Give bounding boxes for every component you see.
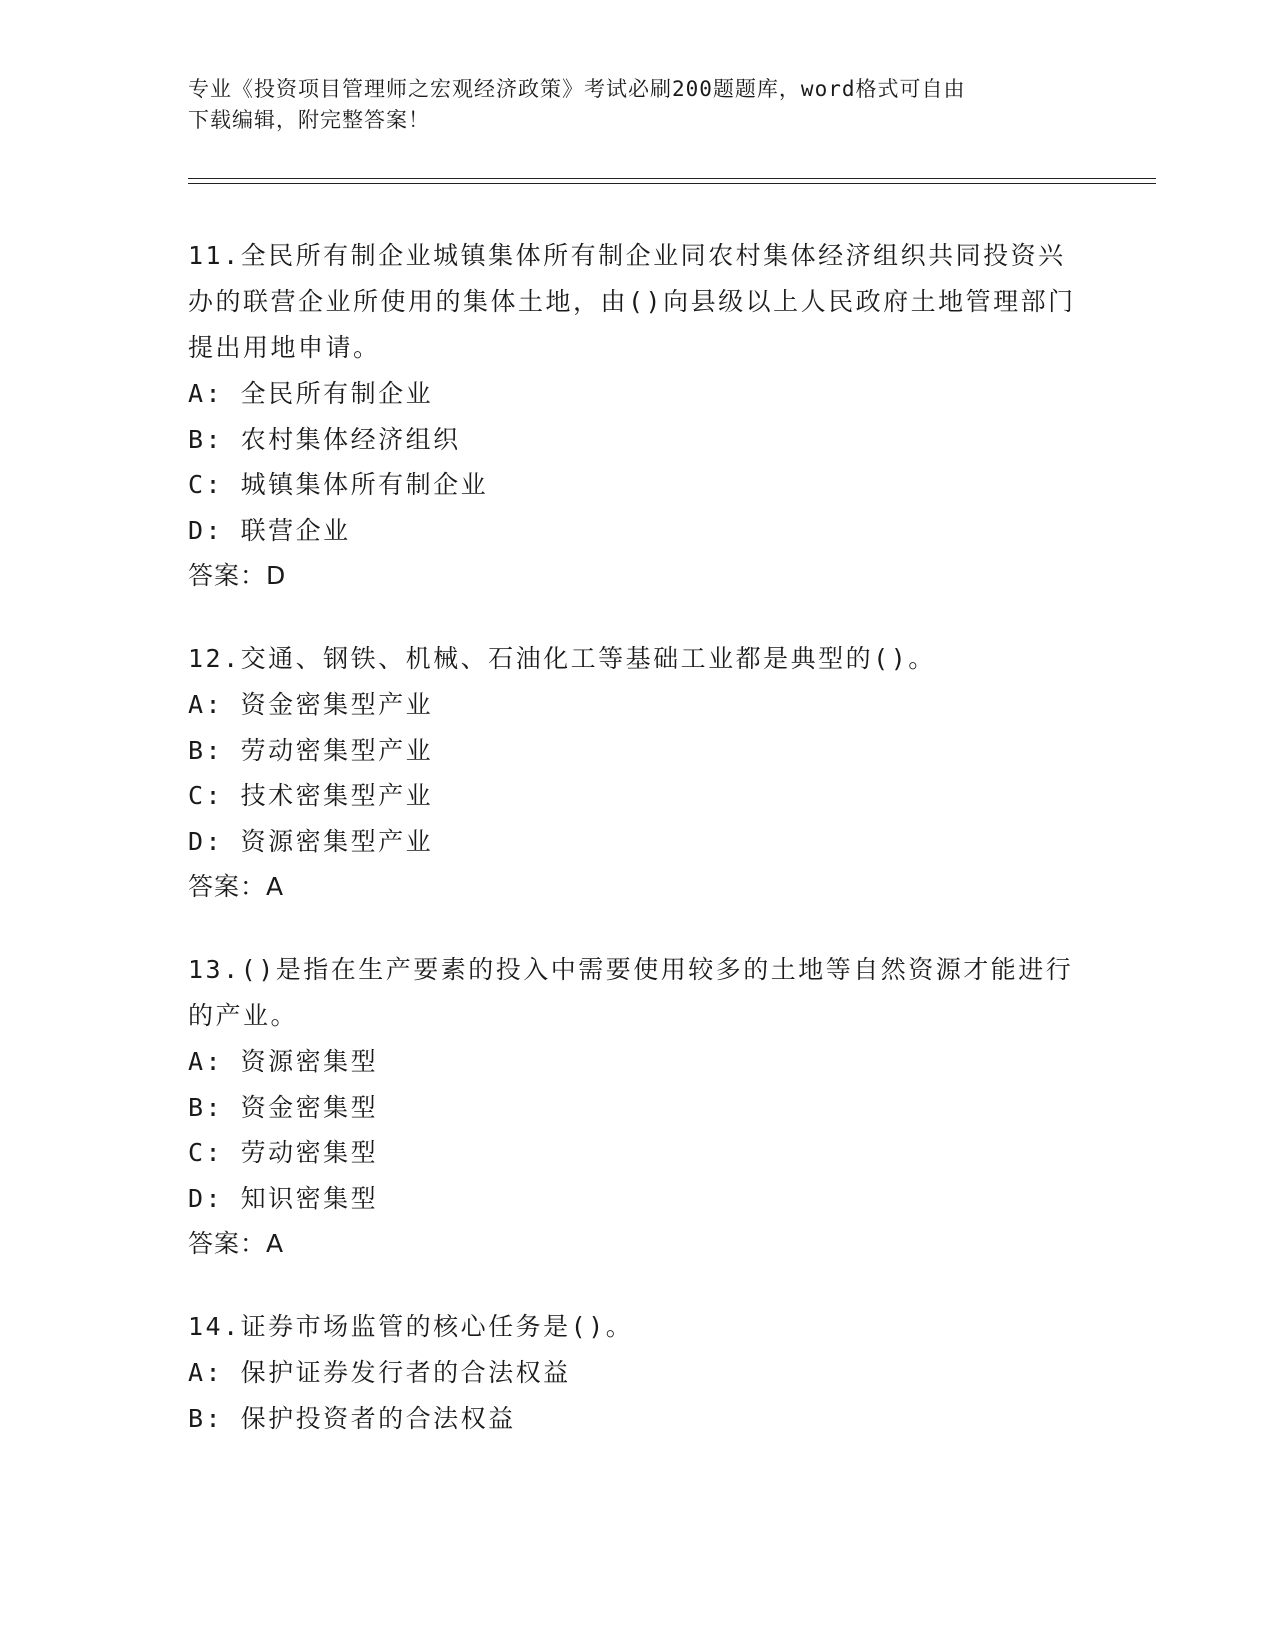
option-c: C: 技术密集型产业 xyxy=(188,781,434,810)
option-d: D: 联营企业 xyxy=(188,515,351,545)
question-14 xyxy=(188,1304,1088,1441)
answer: 答案：D xyxy=(188,561,287,590)
question-list xyxy=(188,233,1088,1478)
header-line-2: 下载编辑，附完整答案！ xyxy=(188,108,430,132)
question-11 xyxy=(188,233,1088,599)
option-d: D: 资源密集型产业 xyxy=(188,826,434,856)
question-stem: 14.证券市场监管的核心任务是()。 xyxy=(188,1312,634,1341)
option-b: B: 农村集体经济组织 xyxy=(188,424,461,454)
option-a: A: 保护证券发行者的合法权益 xyxy=(188,1358,571,1387)
question-stem: 12.交通、钢铁、机械、石油化工等基础工业都是典型的()。 xyxy=(188,644,936,673)
question-stem: 13.()是指在生产要素的投入中需要使用较多的土地等自然资源才能进行的产业。 xyxy=(188,955,1074,1030)
question-stem: 11.全民所有制企业城镇集体所有制企业同农村集体经济组织共同投资兴办的联营企业所使用的集体土地，由()向县级以上人民政府土地管理部门提出用地申请。 xyxy=(188,241,1076,362)
header-divider-bottom xyxy=(188,183,1156,184)
option-b: B: 劳动密集型产业 xyxy=(188,735,434,765)
option-c: C: 城镇集体所有制企业 xyxy=(188,470,489,499)
question-13 xyxy=(188,947,1088,1267)
option-a: A: 资金密集型产业 xyxy=(188,690,434,719)
header-divider-top xyxy=(188,178,1156,179)
option-a: A: 资源密集型 xyxy=(188,1047,379,1076)
option-b: B: 资金密集型 xyxy=(188,1092,379,1122)
option-d: D: 知识密集型 xyxy=(188,1183,379,1213)
answer: 答案：A xyxy=(188,872,285,901)
option-b: B: 保护投资者的合法权益 xyxy=(188,1403,516,1433)
option-a: A: 全民所有制企业 xyxy=(188,379,434,408)
header-line-1: 专业《投资项目管理师之宏观经济政策》考试必刷200题题库，word格式可自由 xyxy=(188,77,966,101)
option-c: C: 劳动密集型 xyxy=(188,1138,379,1167)
document-header xyxy=(188,74,1088,136)
answer: 答案：A xyxy=(188,1229,285,1258)
question-12 xyxy=(188,636,1088,910)
